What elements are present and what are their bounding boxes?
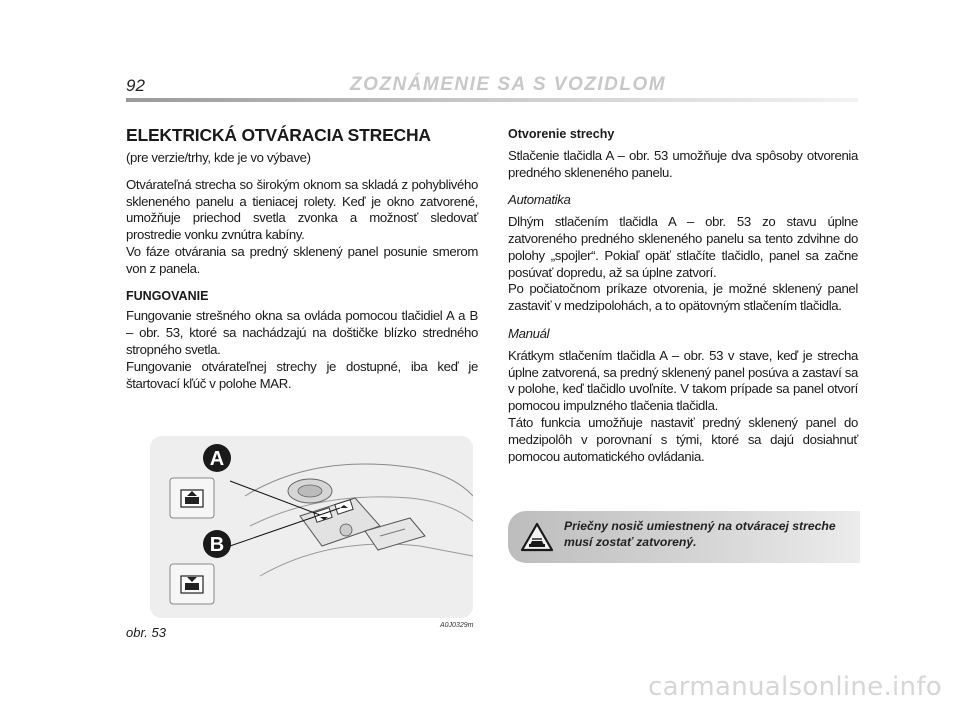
note-text: Priečny nosič umiestnený na otváracej streche musí zostať zatvorený. bbox=[564, 519, 836, 549]
section-title: ZOZNÁMENIE SA S VOZIDLOM bbox=[350, 74, 667, 95]
intro-paragraph-2: Vo fáze otvárania sa predný sklenený panel posunie smerom von z panela. bbox=[126, 243, 478, 276]
automatika-heading: Automatika bbox=[508, 192, 571, 208]
header-rule bbox=[126, 98, 858, 102]
manual-heading: Manuál bbox=[508, 325, 550, 341]
subtitle: (pre verzie/trhy, kde je vo výbave) bbox=[126, 150, 311, 165]
automatika-paragraph-2: Po počiatočnom príkaze otvorenia, je možné sklenený panel zastaviť v medzipolohách, a to opätovným stlačením tlačidla. bbox=[508, 281, 858, 314]
otvorenie-heading: Otvorenie strechy bbox=[508, 127, 615, 141]
page-number: 92 bbox=[126, 76, 145, 95]
manual-paragraph-2: Táto funkcia umožňuje nastaviť predný sklenený panel do medzipolôh v porovnaní s tými, ktoré sa dajú dosiahnuť pomocou automatického ovládania. bbox=[508, 414, 858, 464]
fungovanie-paragraph-1: Fungovanie strešného okna sa ovláda pomocou tlačidiel A a B – obr. 53, ktoré sa nachádzajú na doštičke blízko stredného stropného svetla. bbox=[126, 308, 478, 357]
warning-car-icon bbox=[520, 522, 554, 552]
manual-paragraph-1: Krátkym stlačením tlačidla A – obr. 53 v stave, keď je strecha úplne zatvorená, sa predný sklenený panel posúva a zastaví sa v polohe, keď tlačidlo uvoľníte. V takom prípade sa panel otvorí pomocou impulzného tlačenia tlačidla. bbox=[508, 347, 858, 414]
roof-console-illustration bbox=[150, 436, 473, 618]
fungovanie-heading: FUNGOVANIE bbox=[126, 288, 209, 303]
figure-caption: obr. 53 bbox=[126, 625, 166, 640]
label-a: A bbox=[209, 448, 225, 470]
figure-roof-buttons bbox=[150, 436, 473, 618]
intro-paragraph-1: Otvárateľná strecha so širokým oknom sa skladá z pohyblivého skleneného panelu a tieniacej rolety. Keď je okno zatvorené, umožňuje priechod svetla zvonka a možnosť sledovať prostredie vonku zvnútra kabíny. bbox=[126, 176, 478, 243]
otvorenie-intro: Stlačenie tlačidla A – obr. 53 umožňuje dva spôsoby otvorenia predného skleneného panelu. bbox=[508, 147, 858, 180]
right-column bbox=[508, 126, 858, 465]
fungovanie-paragraph-2: Fungovanie otvárateľnej strechy je dostupné, iba keď je štartovací kľúč v polohe MAR. bbox=[126, 358, 478, 391]
main-heading: ELEKTRICKÁ OTVÁRACIA STRECHA bbox=[126, 125, 431, 145]
watermark: carmanualsonline.info bbox=[647, 672, 942, 702]
automatika-paragraph-1: Dlhým stlačením tlačidla A – obr. 53 zo stavu úplne zatvoreného predného skleneného panelu sa tento zdvihne do polohy „spojler“. Pokiaľ opäť stlačíte tlačidlo, panel sa začne posúvať dopredu, až sa úplne zatvorí. bbox=[508, 214, 858, 280]
left-column bbox=[126, 125, 478, 392]
figure-code: A0J0329m bbox=[440, 622, 474, 629]
note-box bbox=[508, 511, 860, 563]
label-b: B bbox=[209, 534, 225, 556]
